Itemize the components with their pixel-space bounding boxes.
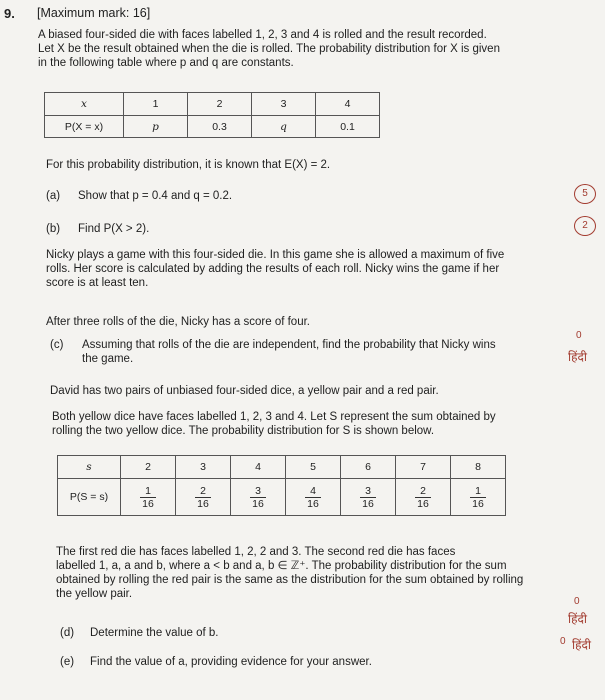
max-mark: [Maximum mark: 16]	[37, 6, 151, 20]
part-b-label: (b)	[46, 223, 61, 235]
table-cell: p	[124, 116, 188, 138]
numerator: 3	[360, 485, 376, 498]
paragraph-line: rolling the two yellow dice. The probability distribution for S is shown below.	[52, 425, 435, 437]
part-d-label: (d)	[60, 627, 75, 639]
table-cell	[341, 479, 396, 516]
numerator: 4	[305, 485, 321, 498]
handwritten-zero: 0	[574, 596, 580, 607]
paragraph-line: The first red die has faces labelled 1, 2, 2 and 3. The second red die has faces	[56, 546, 456, 558]
red-dice-paragraph	[56, 545, 576, 601]
handwritten-note: हिंदी	[568, 612, 587, 626]
part-e-label: (e)	[60, 656, 75, 668]
fraction	[470, 485, 486, 510]
table-cell	[176, 479, 231, 516]
fraction	[140, 485, 156, 510]
fraction	[250, 485, 266, 510]
table-cell: 3	[176, 456, 231, 479]
table-cell: 8	[451, 456, 506, 479]
table-cell: q	[252, 116, 316, 138]
paragraph-line: rolls. Her score is calculated by adding the results of each roll. Nicky wins the game if her	[46, 263, 500, 275]
paragraph-line: labelled 1, a, a and b, where a < b and a, b ∈ ℤ⁺. The probability distribution for the sum	[56, 560, 507, 572]
paragraph-line: obtained by rolling the red pair is the same as the distribution for the sum obtained by rolling	[56, 574, 524, 586]
question-number: 9.	[4, 6, 15, 21]
mark-circle-a: 5	[574, 184, 596, 204]
after-three-rolls: After three rolls of the die, Nicky has a score of four.	[46, 316, 310, 328]
table-cell: P(X = x)	[45, 116, 124, 138]
nicky-paragraph	[46, 248, 566, 290]
denominator: 16	[472, 497, 484, 510]
known-expectation: For this probability distribution, it is known that E(X) = 2.	[46, 159, 331, 171]
part-d-text: Determine the value of b.	[90, 627, 219, 639]
part-c-line: the game.	[82, 353, 134, 365]
table-cell: x	[45, 93, 124, 116]
denominator: 16	[307, 497, 319, 510]
table-cell	[451, 479, 506, 516]
table-row	[58, 479, 506, 516]
paragraph-line: Both yellow dice have faces labelled 1, 2, 3 and 4. Let S represent the sum obtained by	[52, 411, 496, 423]
distribution-table-x	[44, 92, 380, 138]
numerator: 1	[470, 485, 486, 498]
fraction	[360, 485, 376, 510]
table-cell: s	[58, 456, 121, 479]
table-cell: 4	[316, 93, 380, 116]
table-cell: 4	[231, 456, 286, 479]
handwritten-note: हिंदी	[572, 638, 591, 652]
table-cell: 6	[341, 456, 396, 479]
fraction	[195, 485, 211, 510]
distribution-table-s	[57, 455, 506, 516]
table-cell	[286, 479, 341, 516]
table-cell: 2	[121, 456, 176, 479]
numerator: 2	[415, 485, 431, 498]
fraction	[305, 485, 321, 510]
part-a-text: Show that p = 0.4 and q = 0.2.	[78, 190, 233, 202]
david-line: David has two pairs of unbiased four-sided dice, a yellow pair and a red pair.	[50, 385, 439, 397]
paragraph-line: score is at least ten.	[46, 277, 149, 289]
table-row	[45, 116, 380, 138]
table-cell	[231, 479, 286, 516]
table-cell: 1	[124, 93, 188, 116]
yellow-paragraph	[52, 410, 552, 438]
handwritten-note: हिंदी	[568, 350, 587, 364]
intro-line: Let X be the result obtained when the die is rolled. The probability distribution for X is given	[38, 43, 500, 55]
intro-line: A biased four-sided die with faces labelled 1, 2, 3 and 4 is rolled and the result recorded.	[38, 29, 487, 41]
table-cell: P(S = s)	[58, 479, 121, 516]
denominator: 16	[197, 497, 209, 510]
denominator: 16	[252, 497, 264, 510]
handwritten-zero: 0	[560, 636, 566, 647]
table-header-row	[45, 93, 380, 116]
part-e-text: Find the value of a, providing evidence for your answer.	[90, 656, 372, 668]
table-cell: 2	[188, 93, 252, 116]
part-a-label: (a)	[46, 190, 61, 202]
part-c-text	[82, 338, 552, 366]
handwritten-zero: 0	[576, 330, 582, 341]
fraction	[415, 485, 431, 510]
part-c-line: Assuming that rolls of the die are independent, find the probability that Nicky wins	[82, 339, 496, 351]
table-header-row	[58, 456, 506, 479]
table-cell: 7	[396, 456, 451, 479]
table-cell: 3	[252, 93, 316, 116]
paragraph-line: Nicky plays a game with this four-sided die. In this game she is allowed a maximum of five	[46, 249, 505, 261]
intro-paragraph	[38, 28, 578, 70]
table-cell: 5	[286, 456, 341, 479]
table-cell: 0.3	[188, 116, 252, 138]
numerator: 3	[250, 485, 266, 498]
intro-line: in the following table where p and q are constants.	[38, 57, 294, 69]
mark-circle-b: 2	[574, 216, 596, 236]
paragraph-line: the yellow pair.	[56, 588, 133, 600]
table-cell: 0.1	[316, 116, 380, 138]
numerator: 1	[140, 485, 156, 498]
part-c-label: (c)	[50, 339, 64, 351]
numerator: 2	[195, 485, 211, 498]
denominator: 16	[362, 497, 374, 510]
table-cell	[121, 479, 176, 516]
table-cell	[396, 479, 451, 516]
denominator: 16	[417, 497, 429, 510]
part-b-text: Find P(X > 2).	[78, 223, 150, 235]
denominator: 16	[142, 497, 154, 510]
